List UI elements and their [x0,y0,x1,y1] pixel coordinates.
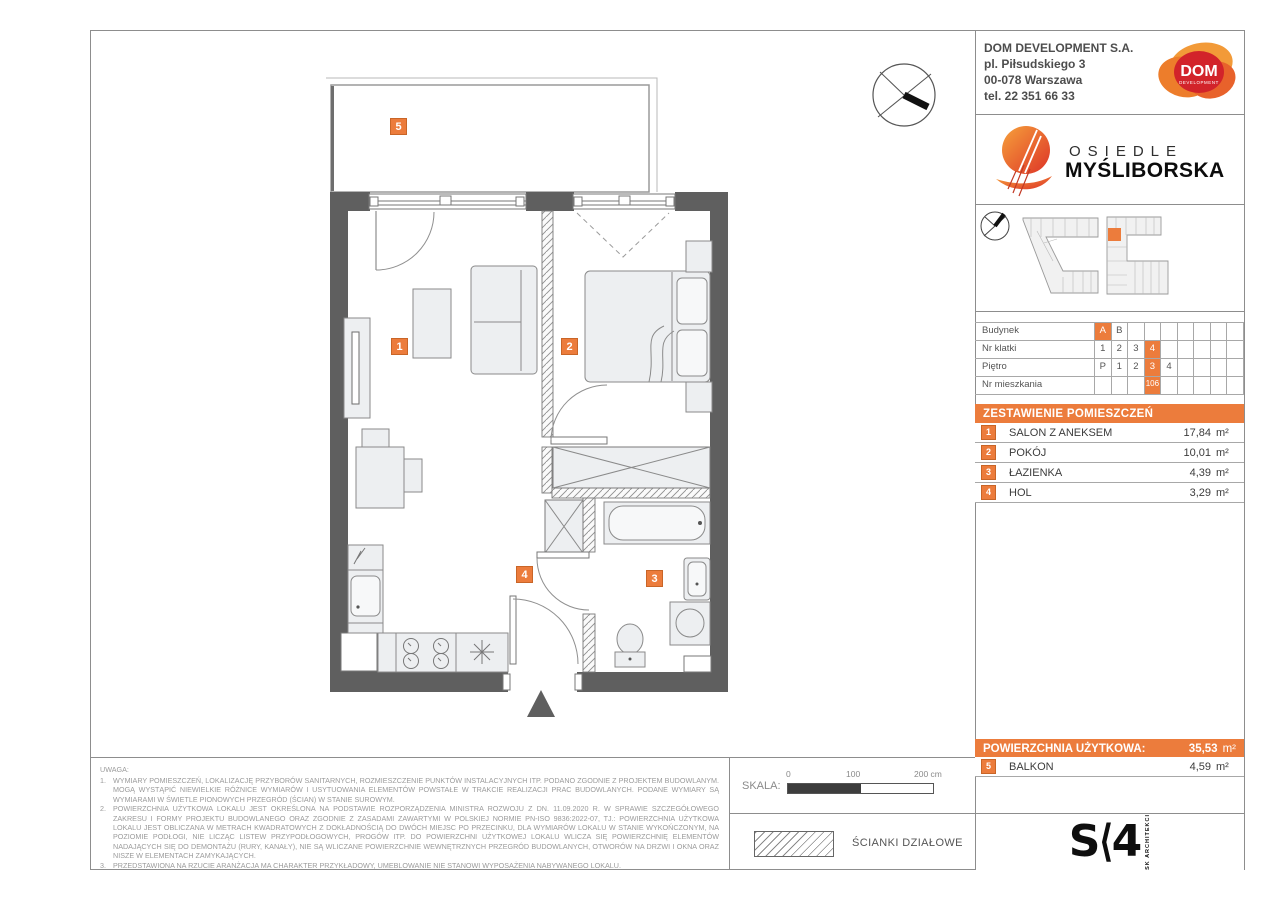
grid-cell [1161,341,1178,358]
grid-cell: A [1095,323,1112,340]
grid-cell: 1 [1112,359,1129,376]
scale-bar-light-segment [861,784,934,793]
room-area: 17,84 [1183,426,1211,439]
site-plan-box [976,205,1244,312]
wardrobe-bedroom [553,447,710,488]
grid-cell [1128,323,1145,340]
room-name: SALON Z ANEKSEM [1009,426,1113,439]
plan-label-salon: 1 [391,338,408,355]
room-area-unit: m² [1216,760,1229,773]
note-number: 3. [100,860,106,870]
logo-glyph: 4 [1111,815,1143,867]
grid-cell [1211,377,1228,394]
grid-cell [1194,341,1211,358]
bottom-band [90,757,975,870]
grid-cell [1194,323,1211,340]
site-plan-map [976,205,1244,311]
note-item [100,776,719,804]
partition-legend-label: ŚCIANKI DZIAŁOWE [852,837,963,850]
row-label: Piętro [975,359,1095,376]
table-row [975,443,1244,463]
shaft-niche [341,633,377,671]
note-text: PRZEDSTAWIONA NA RZUCIE ARANŻACJA MA CHARAKTER PRZYKŁADOWY, UMEBLOWANIE NIE STANOWI WYPOSAŻENIA NABYWANEGO LOKALU. [113,860,621,870]
room-area-unit: m² [1216,446,1229,459]
usable-area-value: 35,53 [1188,742,1218,755]
company-address [984,40,1133,104]
note-text: POWIERZCHNIA UŻYTKOWA LOKALU JEST OKREŚLONA NA PODSTAWIE ROZPORZĄDZENIA MINISTRA ROZWOJU Z DN. 11.09.2020 R. W SPRAWIE SZCZEGÓŁOWEGO ZAKRESU I FORMY PROJEKTU BUDOWLANEGO ORAZ ZGODNIE Z ZASADAMI ZAWARTYMI W POLSKIEJ NORMIE PN-ISO 9836:2022-07, TJ.: POWIERZCHNIA UŻYTKOWA LOKALU JEST OBLICZANA W METRACH KWADRATOWYCH Z DOKŁADNOŚCIĄ DO DWÓCH MIEJSC PO PRZECINKU, DLA WYMIARÓW LOKALU W STANIE WYKOŃCZONYM, NA POZIOMIE PODŁOGI, NIE LICZĄC LISTEW PRZYPODŁOGOWYCH, PROGÓW ITP. DO POWIERZCHNI UŻYTKOWEJ LOKALU WLICZA SIĘ POWIERZCHNIĘ ELEMENTÓW NADAJĄCYCH SIĘ DO DEMONTAŻU (RURY, KANAŁY), NIE SĄ WLICZANE POWIERZCHNIE WEWNĘTRZNYCH PRZEGRÓD BUDOWLANYCH, OTWORÓW NA DRZWI I OKNA ORAZ NISZE W ELEMENTACH ZAMYKAJĄCYCH. [113,804,719,861]
room-name: BALKON [1009,760,1054,773]
compass-icon [873,64,935,126]
room-area: 3,29 [1189,486,1211,499]
grid-cell [1227,377,1244,394]
grid-cell [1095,377,1112,394]
grid-cell [1227,359,1244,376]
room-number-badge: 5 [981,759,996,774]
room-name: HOL [1009,486,1032,499]
grid-cell: P [1095,359,1112,376]
table-row [975,359,1244,377]
svg-text:DEVELOPMENT: DEVELOPMENT [1179,80,1219,85]
table-row [975,483,1244,503]
table-row [975,377,1244,395]
table-row [975,463,1244,483]
grid-cell: 3 [1128,341,1145,358]
grid-cell [1145,323,1162,340]
windows [369,194,675,209]
living-room-furniture [344,266,537,508]
plan-label-balcony: 5 [390,118,407,135]
room-name: POKÓJ [1009,446,1047,459]
room-area: 4,59 [1189,760,1211,773]
grid-cell [1128,377,1145,394]
room-summary-header: ZESTAWIENIE POMIESZCZEŃ [975,404,1244,423]
dom-development-logo-icon [1155,38,1239,106]
grid-cell [1211,323,1228,340]
note-item [100,804,719,860]
grid-cell [1178,359,1195,376]
scale-tick: 200 cm [914,769,942,779]
logo-glyph: ⟨ [1098,815,1115,867]
room-number-badge: 1 [981,425,996,440]
room-area-unit: m² [1216,426,1229,439]
grid-cell: 2 [1112,341,1129,358]
table-row [975,323,1244,341]
grid-cell [1194,377,1211,394]
scale-bar-dark-segment [788,784,861,793]
project-name-line2: MYŚLIBORSKA [1065,159,1225,182]
window-tilt-dashes [577,213,669,257]
grid-cell: 4 [1161,359,1178,376]
room-number-badge: 3 [981,465,996,480]
scale-tick: 0 [786,769,791,779]
plan-label-hall: 4 [516,566,533,583]
room-number-badge: 4 [981,485,996,500]
logo-glyph: S [1068,815,1101,867]
site-unit-marker [1108,228,1121,241]
company-name: DOM DEVELOPMENT S.A. [984,41,1134,55]
grid-cell [1227,341,1244,358]
grid-cell: 3 [1145,359,1162,376]
room-summary-table [975,423,1244,503]
note-item [100,861,719,870]
table-row [975,341,1244,359]
logo-caption: SK ARCHITEKCI [1145,814,1152,870]
partition-legend-box [730,814,975,870]
notes-title: UWAGA: [100,765,129,774]
site-buildings [1023,217,1168,294]
osiedle-sun-logo-icon [986,123,1064,203]
grid-cell [1211,341,1228,358]
entry-arrow [527,690,555,717]
grid-cell: 2 [1128,359,1145,376]
grid-cell [1178,377,1195,394]
room-area: 4,39 [1189,466,1211,479]
table-row [975,757,1244,777]
grid-cell [1178,323,1195,340]
plan-label-bedroom: 2 [561,338,578,355]
grid-cell [1227,323,1244,340]
balcony-area-row [975,757,1244,777]
usable-area-unit: m² [1222,742,1236,755]
usable-area-bar [975,739,1244,758]
company-phone: tel. 22 351 66 33 [984,89,1075,103]
row-label: Nr mieszkania [975,377,1095,394]
company-street: pl. Piłsudskiego 3 [984,57,1086,71]
note-number: 1. [100,776,106,785]
row-label: Nr klatki [975,341,1095,358]
grid-cell [1178,341,1195,358]
room-area: 10,01 [1183,446,1211,459]
room-name: ŁAZIENKA [1009,466,1063,479]
grid-cell: 106 [1145,377,1162,394]
architect-logo-box [976,813,1244,870]
mini-compass-icon [981,212,1009,240]
balcony [326,78,657,192]
grid-cell [1194,359,1211,376]
table-row [975,423,1244,443]
grid-cell [1211,359,1228,376]
hatch-swatch-icon [754,831,834,857]
note-text: WYMIARY POMIESZCZEŃ, LOKALIZACJĘ PRZYBORÓW SANITARNYCH, ROZMIESZCZENIE PUNKTÓW INSTALACYJNYCH ITP. PODANO ZGODNIE Z PROJEKTEM BUDOWLANYM. MOGĄ WYSTĄPIĆ NIEWIELKIE RÓŻNICE WYMIARÓW I USYTUOWANIA ELEMENTÓW POWSTAŁE W TRAKCIE REALIZACJI PRAC BUDOWLANYCH. PODANE WYMIARY SĄ WYMIARAMI W ŚWIETLE PIONOWYCH PRZEGRÓD (ŚCIAN) W STANIE SUROWYM. [113,776,719,804]
bathroom-niche [684,656,711,672]
grid-cell [1161,323,1178,340]
project-name-line1: OSIEDLE [1069,143,1184,160]
room-area-unit: m² [1216,486,1229,499]
notes-box [90,758,730,870]
scale-box [730,758,975,814]
project-logo-box [976,115,1244,205]
company-city: 00-078 Warszawa [984,73,1083,87]
unit-location-table [975,322,1244,395]
room-number-badge: 2 [981,445,996,460]
scale-legend-column [730,758,975,870]
grid-cell: B [1112,323,1129,340]
grid-cell [1112,377,1129,394]
room-area-unit: m² [1216,466,1229,479]
grid-cell: 1 [1095,341,1112,358]
bedroom-furniture [585,241,712,412]
scale-tick: 100 [846,769,861,779]
usable-area-label: POWIERZCHNIA UŻYTKOWA: [983,742,1146,755]
note-number: 2. [100,804,106,814]
row-label: Budynek [975,323,1095,340]
sk-architekci-logo [1069,814,1151,870]
plan-label-bathroom: 3 [646,570,663,587]
scale-bar [787,783,934,794]
grid-cell [1161,377,1178,394]
scale-label: SKALA: [742,780,781,792]
wardrobe-hall [545,500,583,553]
grid-cell: 4 [1145,341,1162,358]
svg-text:DOM: DOM [1180,63,1218,80]
company-info-box [976,31,1244,115]
